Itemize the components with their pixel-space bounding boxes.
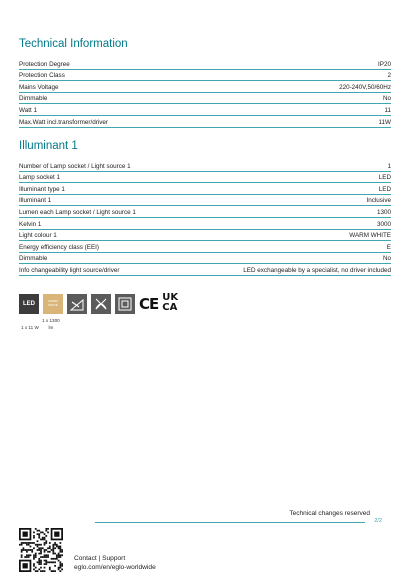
spec-value: E <box>386 243 391 251</box>
spec-key: Mains Voltage <box>19 83 59 91</box>
spec-row <box>19 116 391 128</box>
caption-lumen-value: 1 x 1300 <box>42 318 60 323</box>
spec-value: 1300 <box>376 208 391 216</box>
spec-value: LED <box>378 174 391 182</box>
spec-key: Light colour 1 <box>19 232 57 240</box>
spec-value: IP20 <box>378 60 391 68</box>
spec-value: 2 <box>387 72 391 80</box>
spec-value: 11 <box>384 106 391 114</box>
spec-key: Number of Lamp socket / Light source 1 <box>19 162 131 170</box>
spec-row <box>19 93 391 105</box>
footer-divider <box>95 522 365 523</box>
spec-key: Protection Class <box>19 72 65 80</box>
spec-row <box>19 195 391 207</box>
spec-row <box>19 70 391 82</box>
warm-icon-label-2: WHITE <box>48 303 58 307</box>
spec-row <box>19 206 391 218</box>
caption-lumen <box>42 318 60 330</box>
certification-icons <box>19 292 184 316</box>
technical-information-title: Technical Information <box>19 38 128 50</box>
spec-row <box>19 230 391 242</box>
wall-mount-icon <box>67 294 87 314</box>
icon-captions <box>21 318 60 330</box>
no-dimmer-icon <box>91 294 111 314</box>
website-link[interactable]: eglo.com/en/eglo-worldwide <box>74 564 156 571</box>
spec-row <box>19 160 391 172</box>
spec-row <box>19 253 391 265</box>
warm-white-icon <box>43 294 63 314</box>
ukca-line-1: UK <box>162 292 179 303</box>
spec-row <box>19 104 391 116</box>
spec-row <box>19 172 391 184</box>
spec-key: Illuminant type 1 <box>19 185 65 193</box>
caption-watt: 1 x 11 W <box>21 325 39 330</box>
spec-value: 1 <box>387 162 391 170</box>
technical-information-table <box>19 58 391 128</box>
spec-key: Protection Degree <box>19 60 70 68</box>
spec-row <box>19 218 391 230</box>
spec-key: Kelvin 1 <box>19 220 42 228</box>
caption-lumen-unit: lm <box>48 325 54 330</box>
spec-key: Dimmable <box>19 255 48 263</box>
qr-code[interactable] <box>19 528 63 572</box>
spec-row <box>19 81 391 93</box>
spec-key: Lumen each Lamp socket / Light source 1 <box>19 208 136 216</box>
led-icon <box>19 294 39 314</box>
ukca-line-2: CA <box>162 302 178 313</box>
spec-key: Watt 1 <box>19 106 37 114</box>
spec-row <box>19 241 391 253</box>
contact-support-link[interactable]: Contact | Support <box>74 555 126 562</box>
protection-class-2-icon <box>115 294 135 314</box>
spec-key: Dimmable <box>19 95 48 103</box>
spec-value: LED exchangeable by a specialist, no driver included <box>243 266 391 274</box>
spec-key: Illuminant 1 <box>19 197 52 205</box>
led-icon-label: LED <box>23 301 35 307</box>
warm-icon-label-1: WARM <box>48 299 58 304</box>
spec-row <box>19 183 391 195</box>
spec-value: 3000 <box>376 220 391 228</box>
spec-value: WARM WHITE <box>349 232 391 240</box>
illuminant-table <box>19 160 391 276</box>
spec-value: LED <box>378 185 391 193</box>
contact-block <box>74 554 156 572</box>
illuminant-title: Illuminant 1 <box>19 140 78 152</box>
ukca-mark-icon <box>162 293 184 315</box>
ce-mark-icon: CE <box>139 295 159 313</box>
spec-value: 220-240V,50/60Hz <box>339 83 391 91</box>
page-number: 2/2 <box>374 518 382 524</box>
spec-row <box>19 58 391 70</box>
spec-key: Energy efficiency class (EEI) <box>19 243 100 251</box>
technical-changes-note: Technical changes reserved <box>289 510 370 517</box>
spec-key: Lamp socket 1 <box>19 174 60 182</box>
spec-value: Inclusive <box>366 197 391 205</box>
spec-value: No <box>382 255 391 263</box>
spec-value: No <box>382 95 391 103</box>
spec-value: 11W <box>378 118 391 126</box>
spec-key: Max.Watt incl.transformer/driver <box>19 118 108 126</box>
spec-key: Info changeability light source/driver <box>19 266 120 274</box>
spec-row <box>19 264 391 276</box>
